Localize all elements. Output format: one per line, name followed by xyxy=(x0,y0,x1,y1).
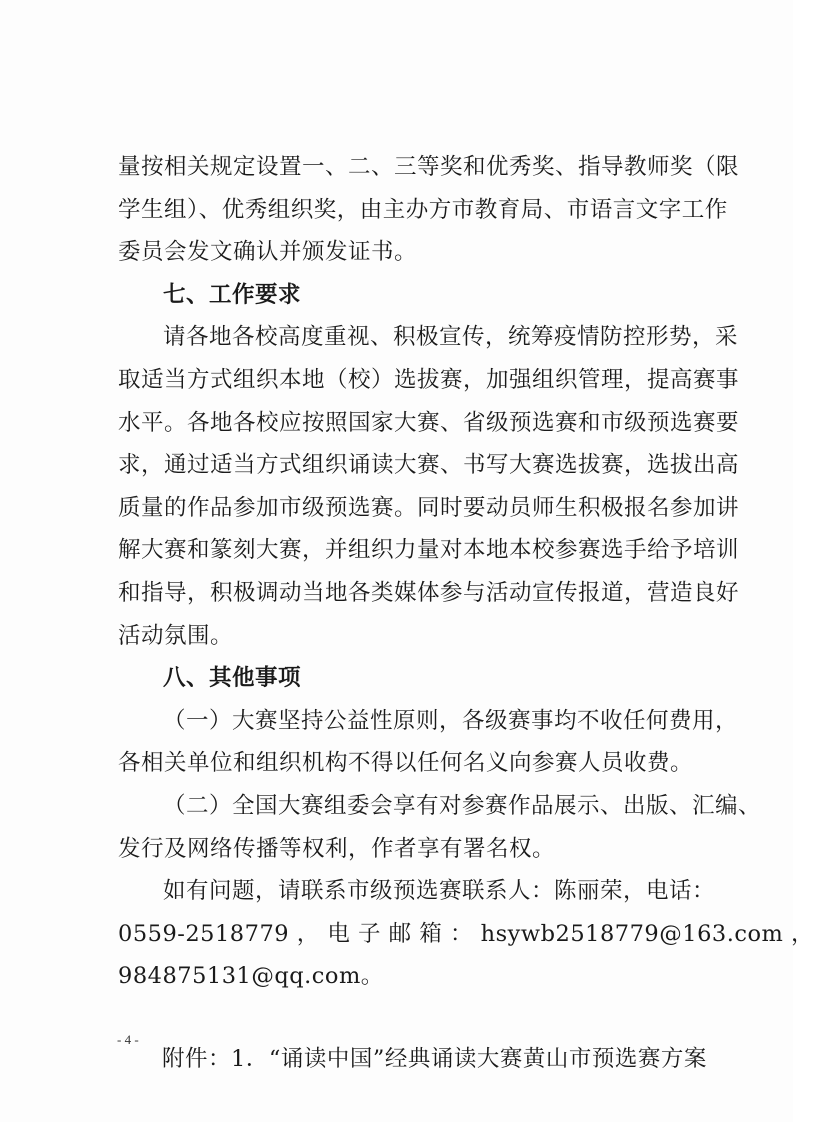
paragraph-line: 请各地各校高度重视、积极宣传，统筹疫情防控形势，采 xyxy=(163,324,739,350)
paragraph-line: 和指导，积极调动当地各类媒体参与活动宣传报道，营造良好 xyxy=(118,580,740,606)
paragraph-line: 解大赛和篆刻大赛，并组织力量对本地本校参赛选手给予培训 xyxy=(118,537,740,563)
section-heading-work-requirements: 七、工作要求 xyxy=(163,282,302,308)
paragraph-line: 求，通过适当方式组织诵读大赛、书写大赛选拔赛，选拔出高 xyxy=(118,452,740,478)
page-number: - 4 - xyxy=(117,1032,139,1047)
paragraph-line: 发行及网络传播等权利，作者享有署名权。 xyxy=(118,836,556,862)
paragraph-line: 质量的作品参加市级预选赛。同时要动员师生积极报名参加讲 xyxy=(118,495,740,521)
paragraph-line: 学生组）、优秀组织奖，由主办方市教育局、市语言文字工作 xyxy=(118,197,728,223)
paragraph-line: 取适当方式组织本地（校）选拔赛，加强组织管理，提高赛事 xyxy=(118,367,740,393)
paragraph-line: 活动氛围。 xyxy=(118,623,234,649)
paragraph-line: 量按相关规定设置一、二、三等奖和优秀奖、指导教师奖（限 xyxy=(118,154,740,180)
paragraph-line: 委员会发文确认并颁发证书。 xyxy=(118,239,418,265)
paragraph-line: 各相关单位和组织机构不得以任何名义向参赛人员收费。 xyxy=(118,750,694,776)
attachment-line: 附件：1．“诵读中国”经典诵读大赛黄山市预选赛方案 xyxy=(162,1046,707,1072)
contact-line: 如有问题，请联系市级预选赛联系人：陈丽荣，电话： xyxy=(163,878,716,904)
contact-phone-email-line: 0559-2518779 ， 电 子 邮 箱 ： hsywb2518779@163.com ， xyxy=(118,921,814,947)
paragraph-line: 水平。各地各校应按照国家大赛、省级预选赛和市级预选赛要 xyxy=(118,410,740,436)
paragraph-line: （二）全国大赛组委会享有对参赛作品展示、出版、汇编、 xyxy=(163,793,762,819)
section-heading-other-matters: 八、其他事项 xyxy=(163,665,302,691)
paragraph-line: （一）大赛坚持公益性原则，各级赛事均不收任何费用， xyxy=(163,708,739,734)
contact-email-line: 984875131@qq.com。 xyxy=(118,963,384,989)
